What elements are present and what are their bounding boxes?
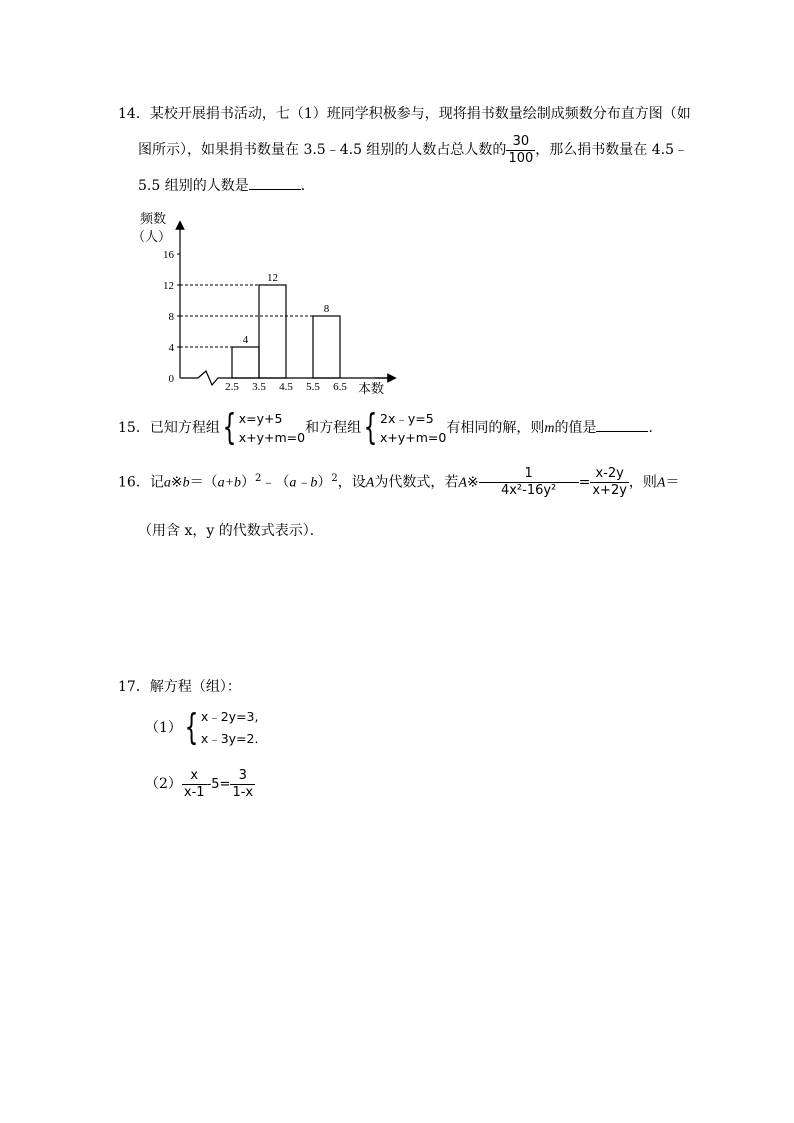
q16-fraction-2 (590, 466, 629, 499)
q16-minus: ﹣（ (261, 474, 290, 491)
y-tick-label: 16 (163, 249, 174, 261)
q15-text4: 的值是 (554, 420, 597, 436)
q17-p2-frac2-den: 1-x (232, 784, 254, 800)
q16-frac2-num: x-2y (595, 466, 624, 482)
q17-p2-frac2-num: 3 (238, 767, 247, 783)
q15-sys2-eq2: x+y+m=0 (380, 430, 447, 445)
q17-p2-fraction-2 (230, 768, 255, 801)
q17-p1-eq2: x﹣3y=2. (200, 731, 259, 746)
x-tick-label: 6.5 (333, 381, 347, 393)
q16-frac1-den: 4x²-16y² (479, 482, 579, 499)
q16-line1 (118, 458, 679, 500)
q15-number: 15． (118, 420, 150, 436)
q16-amb: a﹣b (289, 475, 318, 491)
q15-answer-blank (596, 417, 648, 432)
q16-op: ※ (170, 474, 183, 491)
q14-text-line2b: ，那么捐书数量在 4.5﹣ (535, 142, 688, 158)
q16-line2: （用含 x，y 的代数式表示）． (138, 523, 324, 539)
q15-system-2 (380, 409, 446, 447)
q17-p2-mid: -5= (206, 777, 231, 792)
q14-number: 14． (118, 106, 150, 122)
q17-p2-frac1-num: x (190, 767, 199, 783)
q15-text1: 已知方程组 (149, 420, 220, 436)
q14-frac-den: 100 (508, 150, 534, 166)
x-tick-label: 2.5 (225, 381, 239, 393)
q16-equals: = (578, 474, 591, 491)
bar-value-label: 12 (267, 272, 278, 284)
y-tick-label: 4 (168, 342, 174, 354)
q17-p2-label: （2） (145, 776, 182, 792)
q17-brace: { (184, 707, 199, 748)
histogram-bar (232, 347, 259, 378)
q14-frac-num: 30 (512, 133, 530, 149)
q16-exp1: 2 (255, 473, 262, 484)
q14-text-line3b: ． (300, 178, 315, 194)
y-tick-label: 8 (168, 311, 174, 323)
q16-text2: ，设 (337, 474, 366, 491)
q16-text4: ，则 (628, 474, 657, 491)
q17-p1-eq1: x﹣2y=3, (200, 709, 259, 724)
q16-frac2-den: x+2y (592, 483, 627, 499)
chart-marks (163, 225, 392, 393)
q16-text3: 为代数式，若 (374, 474, 459, 491)
q15-brace-2: { (363, 407, 378, 448)
q16-var-A1: A (365, 475, 375, 491)
q14-line3 (138, 175, 315, 195)
q17-part2 (145, 764, 255, 804)
chart-ylabel-line2: （人） (132, 229, 172, 244)
q16-var-b: b (182, 475, 190, 491)
q16-frac1-num: 1 (524, 466, 533, 482)
chart-xlabel: 本数 (358, 381, 385, 396)
q16-paren1: ） (241, 474, 256, 491)
q14-fraction (506, 134, 535, 167)
q17-p2-fraction-1 (182, 768, 207, 801)
bar-value-label: 4 (242, 334, 249, 346)
q15-line (118, 406, 662, 450)
q17-p2-frac1-den: x-1 (183, 784, 205, 800)
q15-sys1-eq2: x+y+m=0 (238, 430, 306, 445)
q15-sys2-eq1: 2x﹣y=5 (380, 411, 434, 426)
q15-sys1-eq1: x=y+5 (238, 411, 283, 426)
q15-end: ． (648, 420, 663, 436)
histogram-bar (313, 316, 340, 378)
q14-text-line3a: 5.5 组别的人数是 (138, 178, 249, 194)
q15-text2: 和方程组 (305, 420, 362, 436)
q14-line1 (118, 103, 691, 123)
q16-eq-part: ＝（ (189, 474, 218, 491)
q14-text-line1: 某校开展捐书活动，七（1）班同学积极参与，现将捐书数量绘制成频数分布直方图（如 (149, 106, 691, 122)
q14-line2 (138, 130, 688, 170)
q16-number: 16． (118, 474, 150, 491)
q17-number: 17． (118, 679, 150, 695)
chart-ylabel-line1: 频数 (140, 211, 167, 226)
y-tick-label: 12 (163, 280, 174, 292)
q16-var-A3: A (656, 475, 666, 491)
q16-text5: ＝ (665, 474, 680, 491)
q16-text1: 记 (149, 474, 164, 491)
q15-var-m: m (544, 421, 555, 436)
q15-text3: 有相同的解，则 (446, 420, 545, 436)
q16-op2: ※ (466, 474, 479, 491)
bar-value-label: 8 (323, 303, 330, 315)
q17-system (201, 706, 259, 750)
x-tick-label: 4.5 (279, 381, 293, 393)
histogram-chart (130, 205, 400, 400)
x-tick-label: 5.5 (306, 381, 320, 393)
x-tick-label: 3.5 (252, 381, 266, 393)
q16-fraction-1 (479, 466, 579, 499)
q16-exp2: 2 (331, 473, 338, 484)
q16-apb: a+b (217, 475, 242, 491)
q17-title: 解方程（组）： (149, 679, 241, 695)
q16-var-A2: A (458, 475, 467, 491)
q14-text-line2a: 图所示），如果捐书数量在 3.5﹣4.5 组别的人数占总人数的 (138, 142, 507, 158)
q17-part1 (145, 706, 258, 750)
histogram-bar (259, 285, 286, 378)
q14-answer-blank (249, 175, 301, 190)
q15-system-1 (239, 409, 305, 447)
q15-brace-1: { (222, 407, 237, 448)
q17-p1-label: （1） (145, 720, 182, 736)
y-tick-label: 0 (168, 373, 174, 385)
q16-paren2: ） (317, 474, 332, 491)
q16-var-a: a (163, 475, 171, 491)
q17-title-line (118, 676, 241, 696)
